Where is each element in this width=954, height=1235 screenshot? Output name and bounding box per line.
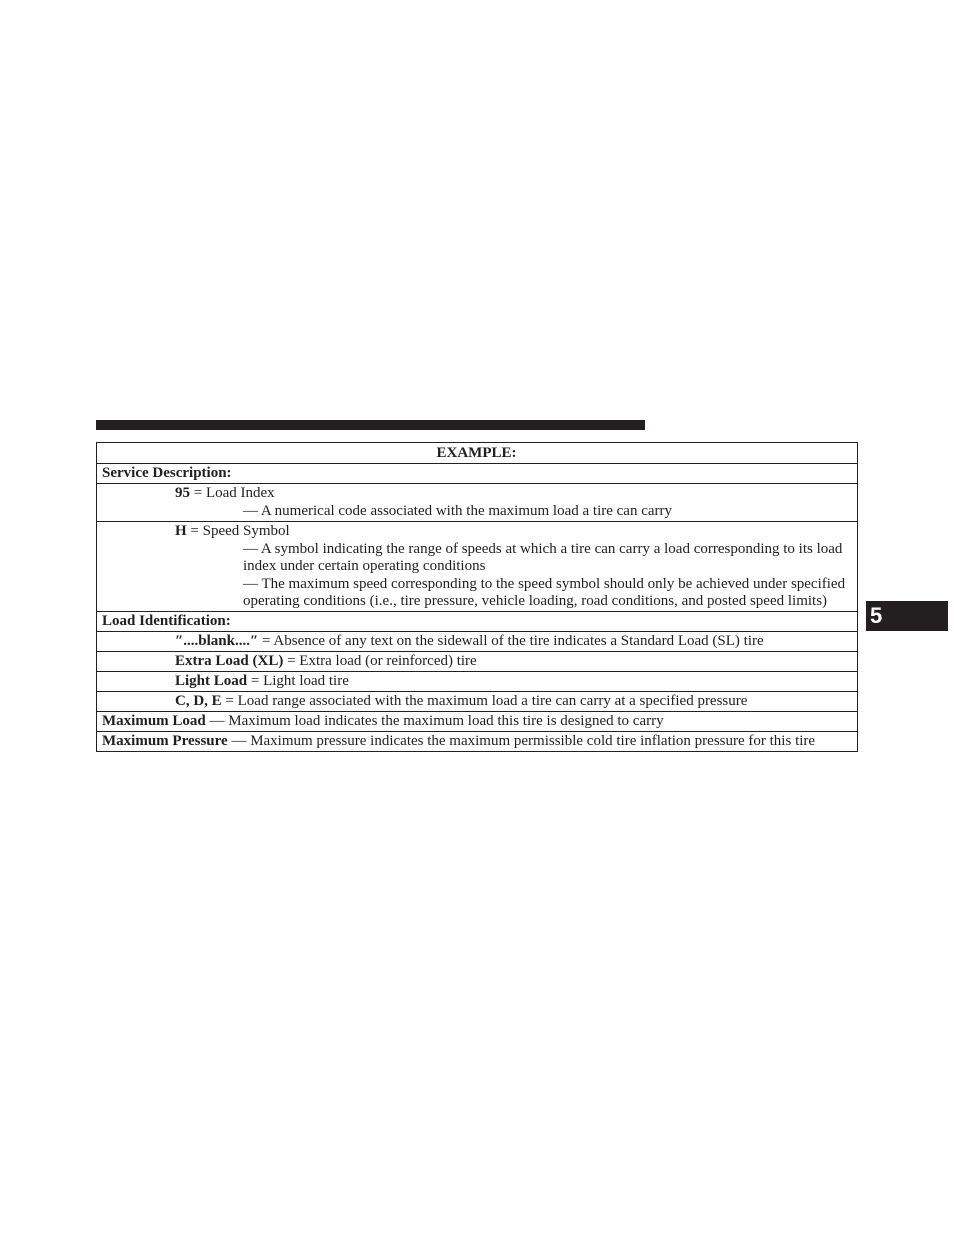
load-id-range-row	[97, 691, 857, 711]
load-identification-label: Load Identification:	[102, 613, 231, 629]
speed-symbol-description-2: — The maximum speed corresponding to the speed symbol should only be achieved under specified operating conditions (i.e., tire pressure, vehicle loading, road conditions, and posted speed limits)	[243, 576, 846, 609]
tire-example-table	[96, 442, 858, 752]
section-top-rule	[96, 420, 645, 430]
load-id-light-text: = Light load tire	[247, 673, 349, 689]
service-description-row	[97, 463, 857, 483]
section-tab-number: 5	[870, 603, 883, 628]
load-id-xl-row	[97, 651, 857, 671]
maximum-pressure-label: Maximum Pressure	[102, 733, 228, 749]
service-description-label: Service Description:	[102, 465, 232, 481]
load-id-blank-code: ″....blank....″	[175, 633, 259, 649]
speed-symbol-description-1: — A symbol indicating the range of speeds at which a tire can carry a load corresponding to its load index under certain operating conditions	[243, 541, 843, 574]
load-id-range-code: C, D, E	[175, 693, 222, 709]
load-id-xl-code: Extra Load (XL)	[175, 653, 284, 669]
maximum-pressure-row	[97, 731, 857, 751]
maximum-pressure-text: — Maximum pressure indicates the maximum permissible cold tire inflation pressure for this tire	[227, 733, 816, 749]
load-index-description: — A numerical code associated with the maximum load a tire can carry	[243, 503, 673, 519]
speed-symbol-code: H	[175, 523, 187, 539]
load-id-blank-text: = Absence of any text on the sidewall of the tire indicates a Standard Load (SL) tire	[258, 633, 764, 649]
load-id-blank-row	[97, 631, 857, 651]
load-index-row	[97, 483, 857, 521]
load-identification-row	[97, 611, 857, 631]
speed-symbol-text: = Speed Symbol	[186, 523, 290, 539]
load-id-light-row	[97, 671, 857, 691]
table-header-label: EXAMPLE:	[436, 445, 517, 461]
speed-symbol-line	[102, 523, 851, 540]
load-id-xl-text: = Extra load (or reinforced) tire	[283, 653, 477, 669]
load-index-text: = Load Index	[190, 485, 275, 501]
table-header	[97, 443, 857, 463]
load-id-range-text: = Load range associated with the maximum load a tire can carry at a specified pressure	[221, 693, 748, 709]
load-index-line	[102, 485, 851, 502]
speed-symbol-row	[97, 521, 857, 611]
section-tab	[866, 601, 948, 631]
load-index-code: 95	[175, 485, 190, 501]
maximum-load-row	[97, 711, 857, 731]
load-id-light-code: Light Load	[175, 673, 248, 689]
maximum-load-text: — Maximum load indicates the maximum load this tire is designed to carry	[205, 713, 664, 729]
maximum-load-label: Maximum Load	[102, 713, 206, 729]
